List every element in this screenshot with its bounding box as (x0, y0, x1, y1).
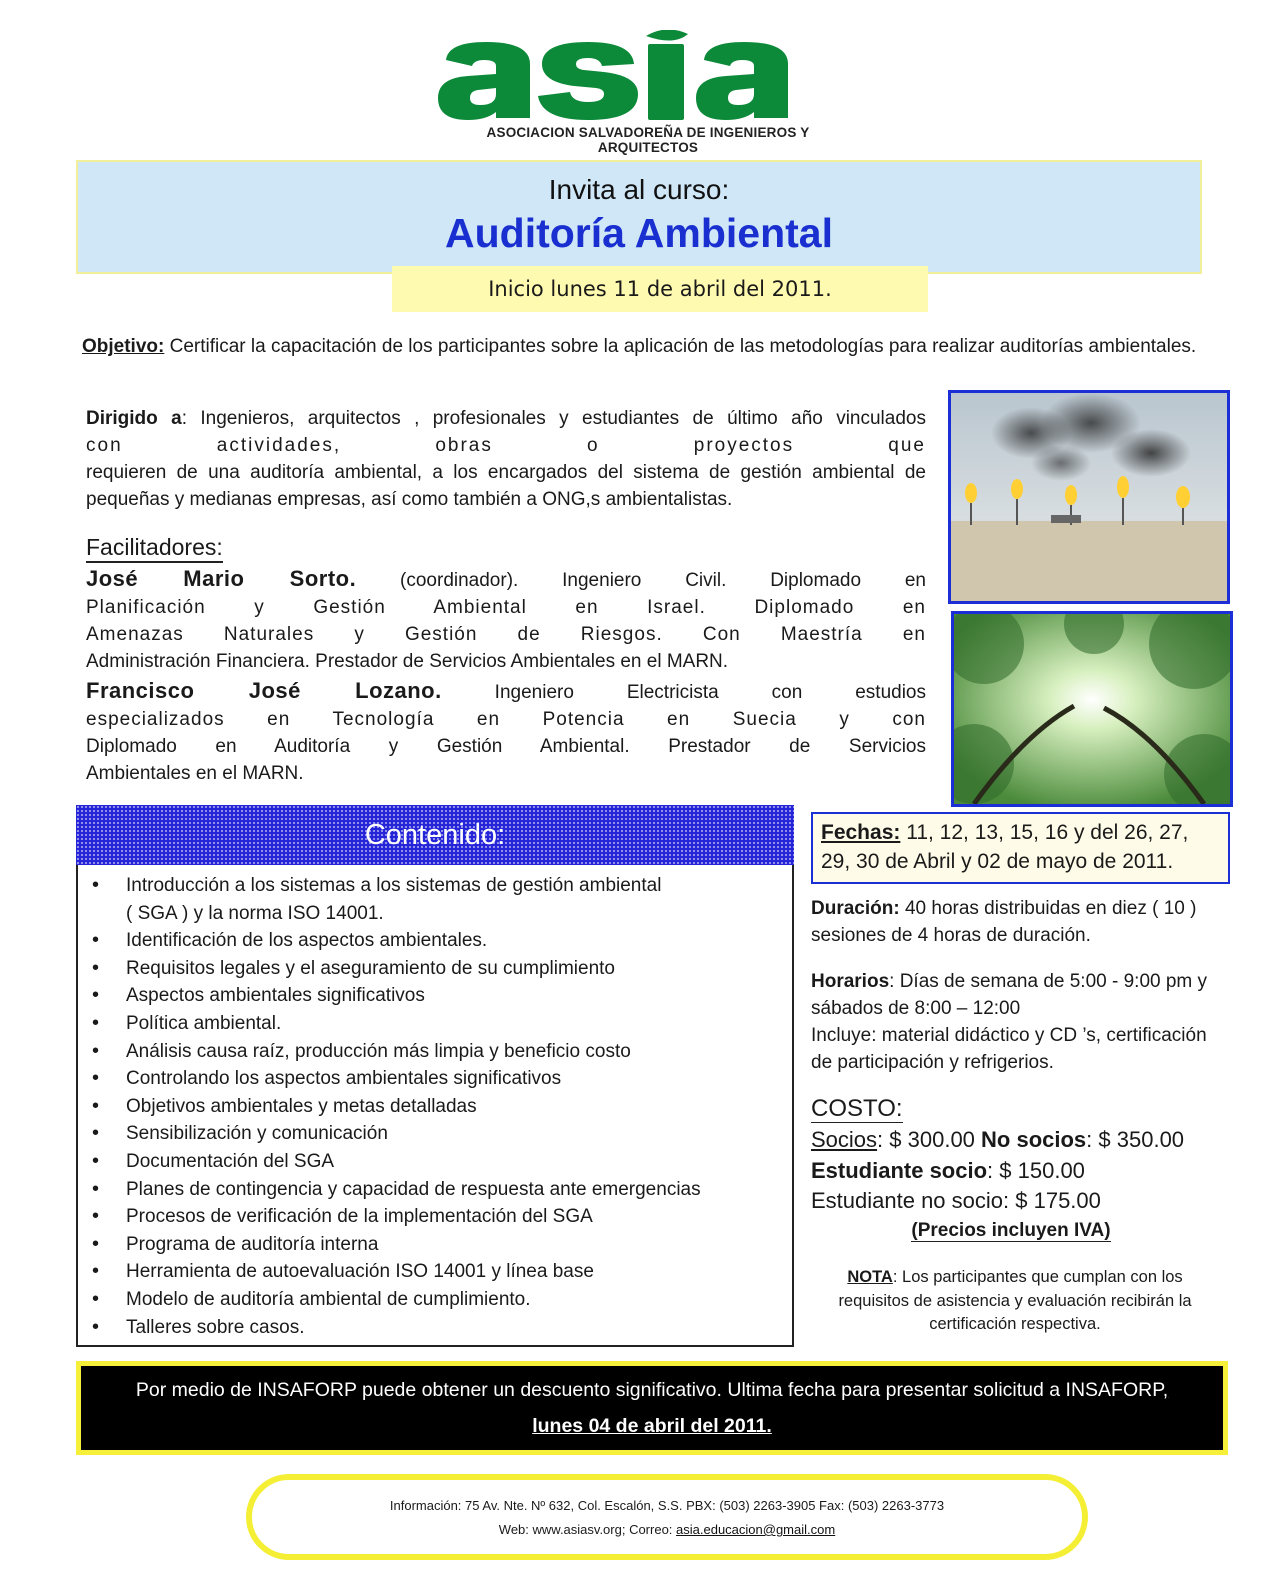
list-item: • Política ambiental. (92, 1010, 792, 1038)
oil-flares-photo (948, 390, 1230, 604)
cost-members-row (811, 1125, 1241, 1156)
student-nonmember-price: : $ 175.00 (1003, 1188, 1101, 1213)
facilitator-1-line-1 (86, 565, 926, 594)
facilitator-1-name: José Mario Sorto. (86, 566, 357, 591)
list-item: • Controlando los aspectos ambientales significativos (92, 1065, 792, 1093)
directed-colon: : (181, 408, 201, 429)
directed-line-1 (86, 405, 926, 432)
contents-list (92, 872, 792, 1341)
facilitator-2-line-3: Diplomado en Auditoría y Gestión Ambiental. Prestador de Servicios (86, 736, 926, 757)
student-member-price: : $ 150.00 (987, 1157, 1085, 1183)
course-schedule (811, 968, 1231, 1076)
cost-student-member-row (811, 1156, 1241, 1187)
list-item: • Identificación de los aspectos ambientales. (92, 927, 792, 955)
list-item: • Análisis causa raíz, producción más limpia y beneficio costo (92, 1038, 792, 1066)
contents-heading: Contenido: (76, 805, 794, 865)
directed-label: Dirigido a (86, 408, 182, 429)
schedule-text: : Días de semana de 5:00 - 9:00 pm y sábados de 8:00 – 12:00 (811, 971, 1208, 1019)
nonmembers-price: : $ 350.00 (1086, 1127, 1185, 1152)
facilitator-1-text-1: Ingeniero Civil. Diplomado en (518, 570, 926, 591)
facilitator-2-line-1 (86, 677, 926, 706)
objective-label: Objetivo: (82, 336, 165, 357)
list-item (92, 872, 792, 927)
directed-to (86, 405, 926, 513)
start-date-banner: Inicio lunes 11 de abril del 2011. (392, 266, 928, 312)
course-duration (811, 895, 1231, 949)
invite-text: Invita al curso: (548, 174, 730, 205)
list-item: • Documentación del SGA (92, 1148, 792, 1176)
cost-student-nonmember-row (811, 1186, 1241, 1217)
insaforp-text: Por medio de INSAFORP puede obtener un descuento significativo. Ultima fecha para presentar solicitud a INSAFORP (135, 1379, 1163, 1401)
objective-text: Certificar la capacitación de los participantes sobre la aplicación de las metodologías para realizar auditorías ambientales. (164, 336, 1197, 357)
list-item: • Procesos de verificación de la implementación del SGA (92, 1203, 792, 1231)
facilitator-1-line-2: Planificación y Gestión Ambiental en Israel. Diplomado en (86, 597, 926, 618)
facilitator-1-line-4: Administración Financiera. Prestador de Servicios Ambientales en el MARN. (86, 651, 729, 672)
objective (82, 333, 1202, 360)
duration-label: Duración: (811, 898, 900, 919)
facilitator-1-line-3: Amenazas Naturales y Gestión de Riesgos. Con Maestría en (86, 624, 926, 645)
note-label: NOTA (847, 1268, 893, 1286)
list-item-text: Introducción a los sistemas a los sistemas de gestión ambiental (126, 875, 662, 896)
cost-heading (811, 1095, 903, 1123)
facilitators-heading (86, 534, 223, 561)
dates-text: 11, 12, 13, 15, 16 y del 26, 27, 29, 30 de Abril y 02 de mayo de 2011. (821, 821, 1189, 873)
nonmembers-label: No socios (981, 1127, 1087, 1152)
facilitator-1-role: (coordinador). (356, 570, 519, 591)
course-dates (811, 812, 1230, 884)
forest-canopy-photo (951, 611, 1233, 807)
schedule-includes: Incluye: material didáctico y CD ’s, certificación de participación y refrigerios. (811, 1025, 1207, 1073)
title-band (76, 160, 1202, 274)
schedule-label: Horarios (811, 971, 890, 992)
directed-text-1: Ingenieros, arquitectos , profesionales y estudiantes de último año vinculados (200, 408, 926, 429)
insaforp-comma: , (1162, 1379, 1169, 1401)
list-item: • Modelo de auditoría ambiental de cumplimiento. (92, 1286, 792, 1314)
list-item: • Herramienta de autoevaluación ISO 14001 y línea base (92, 1258, 792, 1286)
note-text: : Los participantes que cumplan con los requisitos de asistencia y evaluación recibirán la certificación respectiva. (838, 1268, 1192, 1333)
asia-logo-mark (438, 30, 858, 122)
course-title: Auditoría Ambiental (445, 210, 833, 256)
cost-list (811, 1125, 1241, 1217)
email-link[interactable]: asia.educacion@gmail.com (676, 1522, 836, 1537)
certification-note (820, 1266, 1210, 1337)
facilitator-2-name: Francisco José Lozano. (86, 678, 442, 703)
org-name: ASOCIACION SALVADOREÑA DE INGENIEROS Y ARQUITECTOS (486, 125, 810, 155)
list-item: • Sensibilización y comunicación (92, 1120, 792, 1148)
insaforp-deadline: lunes 04 de abril del 2011. (532, 1415, 772, 1437)
list-item: • Planes de contingencia y capacidad de respuesta ante emergencias (92, 1176, 792, 1204)
contact-footer (246, 1474, 1088, 1560)
student-member-label: Estudiante socio (811, 1157, 988, 1183)
cost-heading-text: COSTO: (811, 1095, 903, 1122)
facilitators-heading-text: Facilitadores: (86, 534, 223, 563)
duration-text: 40 horas distribuidas en diez ( 10 ) sesiones de 4 horas de duración. (811, 898, 1197, 946)
list-item: • Requisitos legales y el aseguramiento de su cumplimiento (92, 955, 792, 983)
members-price: : $ 300.00 (877, 1127, 982, 1152)
student-nonmember-label: Estudiante no socio (811, 1188, 1004, 1213)
contact-web: Web: www.asiasv.org; Correo: (498, 1522, 677, 1537)
directed-text-rest: requieren de una auditoría ambiental, a los encargados del sistema de gestión ambiental de pequeñas y medianas empresas, así como también a ONG,s ambientalistas. (86, 462, 926, 510)
directed-line-2: con actividades, obras o proyectos que (86, 435, 926, 456)
insaforp-banner (76, 1361, 1228, 1455)
facilitators-list (86, 565, 926, 787)
list-item-text-cont: ( SGA ) y la norma ISO 14001. (126, 902, 384, 924)
facilitator-2-line-2: especializados en Tecnología en Potencia en Suecia y con (86, 709, 926, 730)
contact-info: Información: 75 Av. Nte. Nº 632, Col. Escalón, S.S. PBX: (503) 2263-3905 Fax: (503) 2263-3773 (389, 1498, 945, 1513)
list-item: • Aspectos ambientales significativos (92, 982, 792, 1010)
facilitator-2-line-4: Ambientales en el MARN. (86, 763, 304, 784)
list-item: • Talleres sobre casos. (92, 1314, 792, 1342)
vat-note (811, 1220, 1211, 1242)
contact-web-line (252, 1518, 1082, 1542)
members-label: Socios (811, 1127, 878, 1152)
vat-note-text: (Precios incluyen IVA) (911, 1220, 1111, 1241)
list-item: • Programa de auditoría interna (92, 1231, 792, 1259)
dates-label: Fechas: (821, 821, 901, 844)
facilitator-2-text-1: Ingeniero Electricista con estudios (441, 682, 926, 703)
list-item: • Objetivos ambientales y metas detalladas (92, 1093, 792, 1121)
asia-logo (438, 30, 858, 155)
